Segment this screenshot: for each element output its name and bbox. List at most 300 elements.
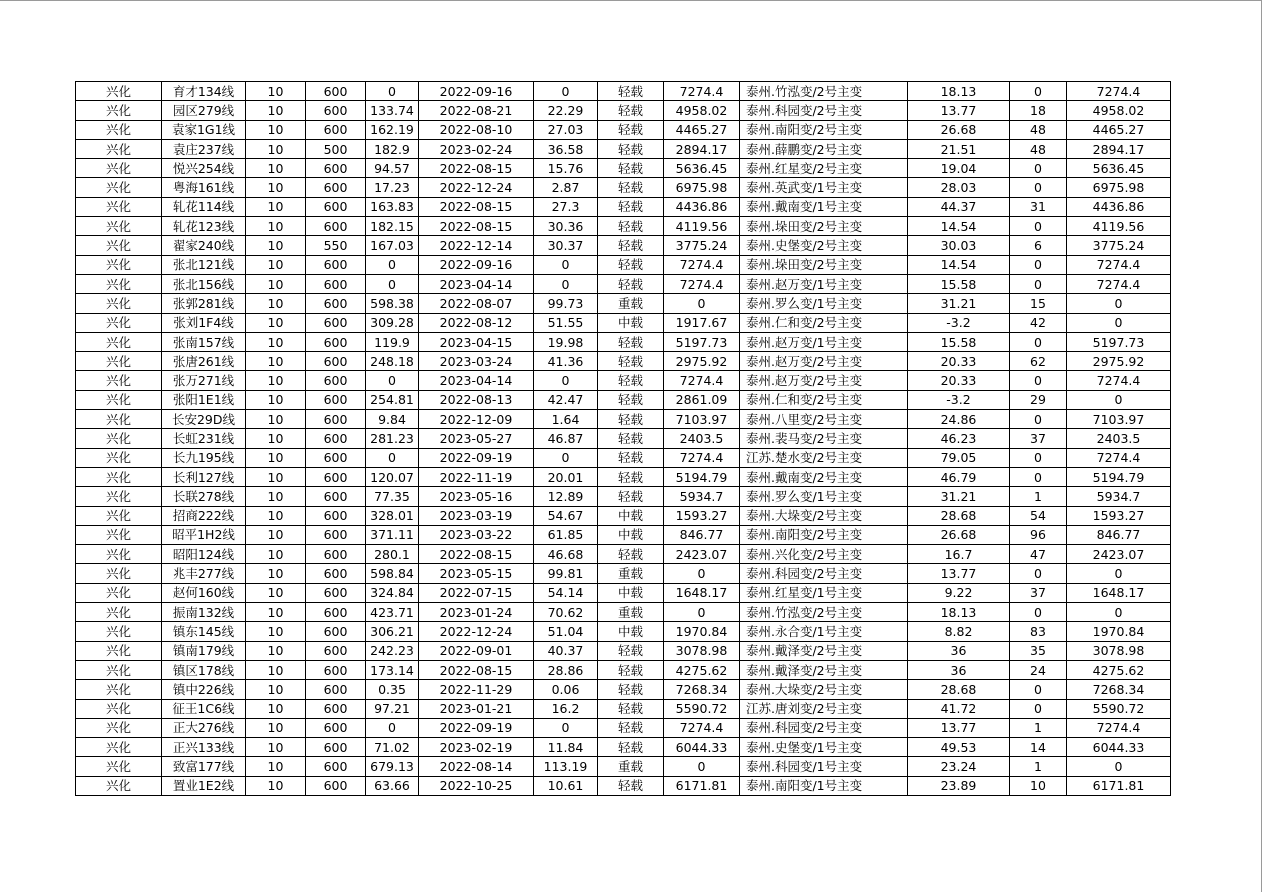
load-rate-cell: 30.36 [534,217,598,236]
load-status-cell: 轻载 [598,236,664,255]
table-row [76,622,1171,641]
current-cell: 371.11 [366,525,419,544]
current-cell: 182.15 [366,217,419,236]
line-name-cell: 长安29D线 [162,410,246,429]
voltage-cell: 10 [246,101,306,120]
date-cell: 2023-03-19 [419,506,534,525]
count-cell: 48 [1010,139,1067,158]
line-name-cell: 赵何160线 [162,583,246,602]
load-rate-cell: 46.68 [534,545,598,564]
count-cell: 47 [1010,545,1067,564]
current-cell: 328.01 [366,506,419,525]
table-row [76,757,1171,776]
region-cell: 兴化 [76,583,162,602]
available-capacity-cell: 5590.72 [664,699,740,718]
transformer-load-cell: 44.37 [908,197,1010,216]
region-cell: 兴化 [76,429,162,448]
load-status-cell: 轻载 [598,332,664,351]
load-rate-cell: 30.37 [534,236,598,255]
count-cell: 0 [1010,178,1067,197]
load-rate-cell: 19.98 [534,332,598,351]
remaining-capacity-cell: 5934.7 [1067,487,1171,506]
load-status-cell: 轻载 [598,82,664,101]
count-cell: 18 [1010,101,1067,120]
current-cell: 167.03 [366,236,419,255]
current-cell: 309.28 [366,313,419,332]
region-cell: 兴化 [76,622,162,641]
count-cell: 0 [1010,217,1067,236]
available-capacity-cell: 0 [664,564,740,583]
load-status-cell: 轻载 [598,352,664,371]
voltage-cell: 10 [246,525,306,544]
current-cell: 306.21 [366,622,419,641]
available-capacity-cell: 5934.7 [664,487,740,506]
transformer-cell: 泰州.科园变/2号主变 [740,101,908,120]
remaining-capacity-cell: 5197.73 [1067,332,1171,351]
remaining-capacity-cell: 5194.79 [1067,467,1171,486]
load-rate-cell: 99.73 [534,294,598,313]
table-row [76,660,1171,679]
table-row [76,120,1171,139]
transformer-load-cell: 18.13 [908,82,1010,101]
transformer-load-cell: 31.21 [908,487,1010,506]
capacity-cell: 600 [306,506,366,525]
count-cell: 24 [1010,660,1067,679]
remaining-capacity-cell: 4958.02 [1067,101,1171,120]
load-rate-cell: 0.06 [534,680,598,699]
count-cell: 0 [1010,699,1067,718]
count-cell: 83 [1010,622,1067,641]
load-rate-cell: 2.87 [534,178,598,197]
line-name-cell: 镇南179线 [162,641,246,660]
line-name-cell: 粤海161线 [162,178,246,197]
table-row [76,236,1171,255]
transformer-load-cell: 20.33 [908,371,1010,390]
transformer-load-cell: 46.79 [908,467,1010,486]
capacity-cell: 500 [306,139,366,158]
region-cell: 兴化 [76,178,162,197]
load-rate-cell: 99.81 [534,564,598,583]
current-cell: 97.21 [366,699,419,718]
region-cell: 兴化 [76,274,162,293]
page-border-top [0,0,1262,1]
available-capacity-cell: 2894.17 [664,139,740,158]
available-capacity-cell: 7274.4 [664,255,740,274]
available-capacity-cell: 5197.73 [664,332,740,351]
transformer-load-cell: 16.7 [908,545,1010,564]
load-status-cell: 轻载 [598,255,664,274]
table-row [76,448,1171,467]
capacity-cell: 600 [306,352,366,371]
region-cell: 兴化 [76,82,162,101]
transformer-cell: 泰州.竹泓变/2号主变 [740,603,908,622]
capacity-cell: 600 [306,699,366,718]
table-row [76,101,1171,120]
transformer-cell: 泰州.大垛变/2号主变 [740,506,908,525]
voltage-cell: 10 [246,429,306,448]
date-cell: 2023-05-16 [419,487,534,506]
table-row [76,217,1171,236]
date-cell: 2022-08-15 [419,159,534,178]
capacity-cell: 600 [306,429,366,448]
voltage-cell: 10 [246,120,306,139]
date-cell: 2022-08-21 [419,101,534,120]
voltage-cell: 10 [246,467,306,486]
available-capacity-cell: 6975.98 [664,178,740,197]
load-rate-cell: 113.19 [534,757,598,776]
current-cell: 182.9 [366,139,419,158]
voltage-cell: 10 [246,332,306,351]
line-name-cell: 张唐261线 [162,352,246,371]
line-name-cell: 张郭281线 [162,294,246,313]
voltage-cell: 10 [246,255,306,274]
capacity-cell: 600 [306,159,366,178]
remaining-capacity-cell: 0 [1067,294,1171,313]
load-rate-cell: 40.37 [534,641,598,660]
voltage-cell: 10 [246,622,306,641]
load-status-cell: 轻载 [598,217,664,236]
region-cell: 兴化 [76,217,162,236]
available-capacity-cell: 4958.02 [664,101,740,120]
load-status-cell: 轻载 [598,274,664,293]
line-name-cell: 张刘1F4线 [162,313,246,332]
load-rate-cell: 22.29 [534,101,598,120]
table-row [76,274,1171,293]
current-cell: 71.02 [366,738,419,757]
count-cell: 29 [1010,390,1067,409]
capacity-cell: 600 [306,680,366,699]
transformer-cell: 泰州.赵万变/1号主变 [740,332,908,351]
table-row [76,410,1171,429]
count-cell: 1 [1010,718,1067,737]
date-cell: 2022-12-24 [419,622,534,641]
region-cell: 兴化 [76,660,162,679]
transformer-cell: 泰州.南阳变/2号主变 [740,525,908,544]
remaining-capacity-cell: 7274.4 [1067,718,1171,737]
transformer-load-cell: 30.03 [908,236,1010,255]
line-name-cell: 昭阳124线 [162,545,246,564]
capacity-cell: 600 [306,371,366,390]
remaining-capacity-cell: 4275.62 [1067,660,1171,679]
line-name-cell: 悦兴254线 [162,159,246,178]
date-cell: 2022-12-14 [419,236,534,255]
load-status-cell: 轻载 [598,738,664,757]
count-cell: 42 [1010,313,1067,332]
date-cell: 2022-08-13 [419,390,534,409]
transformer-cell: 泰州.南阳变/2号主变 [740,120,908,139]
region-cell: 兴化 [76,313,162,332]
remaining-capacity-cell: 3775.24 [1067,236,1171,255]
available-capacity-cell: 1917.67 [664,313,740,332]
transformer-cell: 泰州.红星变/1号主变 [740,583,908,602]
transformer-cell: 泰州.南阳变/1号主变 [740,776,908,795]
available-capacity-cell: 5194.79 [664,467,740,486]
current-cell: 0 [366,718,419,737]
line-name-cell: 园区279线 [162,101,246,120]
transformer-load-cell: 24.86 [908,410,1010,429]
capacity-cell: 600 [306,82,366,101]
voltage-cell: 10 [246,410,306,429]
current-cell: 0.35 [366,680,419,699]
transformer-cell: 泰州.垛田变/2号主变 [740,255,908,274]
count-cell: 0 [1010,332,1067,351]
transformer-cell: 泰州.戴南变/2号主变 [740,467,908,486]
voltage-cell: 10 [246,236,306,255]
load-status-cell: 轻载 [598,178,664,197]
load-rate-cell: 0 [534,448,598,467]
capacity-cell: 600 [306,101,366,120]
voltage-cell: 10 [246,718,306,737]
capacity-cell: 600 [306,545,366,564]
transformer-cell: 泰州.赵万变/2号主变 [740,371,908,390]
remaining-capacity-cell: 5636.45 [1067,159,1171,178]
transformer-load-cell: 21.51 [908,139,1010,158]
load-rate-cell: 41.36 [534,352,598,371]
available-capacity-cell: 6044.33 [664,738,740,757]
current-cell: 162.19 [366,120,419,139]
voltage-cell: 10 [246,197,306,216]
region-cell: 兴化 [76,564,162,583]
line-name-cell: 正大276线 [162,718,246,737]
date-cell: 2023-02-24 [419,139,534,158]
transformer-cell: 泰州.戴南变/1号主变 [740,197,908,216]
transformer-load-cell: 28.68 [908,680,1010,699]
remaining-capacity-cell: 2894.17 [1067,139,1171,158]
current-cell: 280.1 [366,545,419,564]
line-name-cell: 轧花114线 [162,197,246,216]
date-cell: 2022-08-14 [419,757,534,776]
region-cell: 兴化 [76,371,162,390]
load-rate-cell: 0 [534,255,598,274]
count-cell: 1 [1010,487,1067,506]
region-cell: 兴化 [76,236,162,255]
count-cell: 0 [1010,564,1067,583]
current-cell: 242.23 [366,641,419,660]
current-cell: 0 [366,255,419,274]
date-cell: 2022-11-29 [419,680,534,699]
capacity-cell: 600 [306,197,366,216]
capacity-cell: 600 [306,738,366,757]
voltage-cell: 10 [246,178,306,197]
voltage-cell: 10 [246,274,306,293]
voltage-cell: 10 [246,487,306,506]
current-cell: 324.84 [366,583,419,602]
load-status-cell: 轻载 [598,718,664,737]
voltage-cell: 10 [246,294,306,313]
line-name-cell: 致富177线 [162,757,246,776]
line-name-cell: 长九195线 [162,448,246,467]
transformer-load-cell: 8.82 [908,622,1010,641]
voltage-cell: 10 [246,313,306,332]
capacity-cell: 600 [306,718,366,737]
table-row [76,699,1171,718]
table-body [76,82,1171,796]
count-cell: 0 [1010,410,1067,429]
region-cell: 兴化 [76,139,162,158]
available-capacity-cell: 846.77 [664,525,740,544]
transformer-load-cell: 20.33 [908,352,1010,371]
transformer-load-cell: 13.77 [908,564,1010,583]
available-capacity-cell: 2861.09 [664,390,740,409]
current-cell: 173.14 [366,660,419,679]
line-name-cell: 翟家240线 [162,236,246,255]
transformer-load-cell: 36 [908,641,1010,660]
region-cell: 兴化 [76,120,162,139]
current-cell: 281.23 [366,429,419,448]
date-cell: 2022-08-15 [419,660,534,679]
current-cell: 94.57 [366,159,419,178]
region-cell: 兴化 [76,738,162,757]
available-capacity-cell: 7274.4 [664,448,740,467]
line-name-cell: 张南157线 [162,332,246,351]
table-row [76,583,1171,602]
load-status-cell: 轻载 [598,197,664,216]
remaining-capacity-cell: 4119.56 [1067,217,1171,236]
table-row [76,294,1171,313]
load-status-cell: 轻载 [598,120,664,139]
line-name-cell: 长联278线 [162,487,246,506]
count-cell: 96 [1010,525,1067,544]
line-name-cell: 张阳1E1线 [162,390,246,409]
current-cell: 598.84 [366,564,419,583]
current-cell: 9.84 [366,410,419,429]
line-name-cell: 长利127线 [162,467,246,486]
current-cell: 133.74 [366,101,419,120]
transformer-load-cell: 26.68 [908,120,1010,139]
capacity-cell: 600 [306,757,366,776]
date-cell: 2022-09-16 [419,82,534,101]
region-cell: 兴化 [76,332,162,351]
region-cell: 兴化 [76,776,162,795]
table-row [76,352,1171,371]
count-cell: 0 [1010,448,1067,467]
line-name-cell: 袁庄237线 [162,139,246,158]
date-cell: 2022-11-19 [419,467,534,486]
count-cell: 37 [1010,583,1067,602]
region-cell: 兴化 [76,699,162,718]
region-cell: 兴化 [76,255,162,274]
remaining-capacity-cell: 0 [1067,757,1171,776]
remaining-capacity-cell: 7274.4 [1067,448,1171,467]
transformer-load-cell: 46.23 [908,429,1010,448]
transformer-cell: 泰州.科园变/2号主变 [740,564,908,583]
voltage-cell: 10 [246,641,306,660]
load-rate-cell: 51.55 [534,313,598,332]
date-cell: 2022-08-10 [419,120,534,139]
table-row [76,738,1171,757]
date-cell: 2022-08-15 [419,545,534,564]
load-rate-cell: 1.64 [534,410,598,429]
table-row [76,371,1171,390]
line-name-cell: 镇中226线 [162,680,246,699]
remaining-capacity-cell: 4436.86 [1067,197,1171,216]
transformer-cell: 江苏.楚水变/2号主变 [740,448,908,467]
remaining-capacity-cell: 7274.4 [1067,371,1171,390]
remaining-capacity-cell: 2423.07 [1067,545,1171,564]
transformer-cell: 泰州.英武变/1号主变 [740,178,908,197]
date-cell: 2022-08-15 [419,197,534,216]
region-cell: 兴化 [76,390,162,409]
capacity-cell: 600 [306,448,366,467]
transformer-load-cell: 31.21 [908,294,1010,313]
available-capacity-cell: 0 [664,294,740,313]
load-rate-cell: 28.86 [534,660,598,679]
table-row [76,564,1171,583]
load-rate-cell: 20.01 [534,467,598,486]
load-rate-cell: 54.14 [534,583,598,602]
line-name-cell: 镇区178线 [162,660,246,679]
load-status-cell: 中载 [598,525,664,544]
region-cell: 兴化 [76,467,162,486]
available-capacity-cell: 4436.86 [664,197,740,216]
available-capacity-cell: 1593.27 [664,506,740,525]
capacity-cell: 600 [306,255,366,274]
remaining-capacity-cell: 1970.84 [1067,622,1171,641]
load-status-cell: 中载 [598,583,664,602]
transformer-cell: 江苏.唐刘变/2号主变 [740,699,908,718]
current-cell: 0 [366,82,419,101]
capacity-cell: 600 [306,332,366,351]
load-status-cell: 轻载 [598,680,664,699]
table-row [76,82,1171,101]
table-row [76,390,1171,409]
table-row [76,487,1171,506]
remaining-capacity-cell: 6171.81 [1067,776,1171,795]
load-rate-cell: 0 [534,718,598,737]
available-capacity-cell: 2423.07 [664,545,740,564]
table-row [76,139,1171,158]
load-status-cell: 轻载 [598,101,664,120]
count-cell: 0 [1010,159,1067,178]
transformer-cell: 泰州.永合变/1号主变 [740,622,908,641]
transformer-cell: 泰州.罗么变/1号主变 [740,294,908,313]
available-capacity-cell: 7274.4 [664,718,740,737]
load-status-cell: 轻载 [598,545,664,564]
voltage-cell: 10 [246,776,306,795]
date-cell: 2023-05-27 [419,429,534,448]
available-capacity-cell: 2975.92 [664,352,740,371]
voltage-cell: 10 [246,603,306,622]
transformer-cell: 泰州.史堡变/1号主变 [740,738,908,757]
line-name-cell: 征王1C6线 [162,699,246,718]
region-cell: 兴化 [76,757,162,776]
transformer-cell: 泰州.戴泽变/2号主变 [740,660,908,679]
table-row [76,255,1171,274]
remaining-capacity-cell: 0 [1067,390,1171,409]
date-cell: 2022-12-24 [419,178,534,197]
capacity-cell: 550 [306,236,366,255]
transformer-cell: 泰州.赵万变/1号主变 [740,274,908,293]
transformer-load-cell: 79.05 [908,448,1010,467]
load-status-cell: 轻载 [598,448,664,467]
current-cell: 17.23 [366,178,419,197]
remaining-capacity-cell: 0 [1067,564,1171,583]
current-cell: 679.13 [366,757,419,776]
count-cell: 37 [1010,429,1067,448]
transformer-load-cell: 36 [908,660,1010,679]
line-name-cell: 张北121线 [162,255,246,274]
load-status-cell: 中载 [598,313,664,332]
transformer-cell: 泰州.科园变/2号主变 [740,718,908,737]
capacity-cell: 600 [306,313,366,332]
transformer-cell: 泰州.大垛变/2号主变 [740,680,908,699]
capacity-cell: 600 [306,622,366,641]
current-cell: 119.9 [366,332,419,351]
voltage-cell: 10 [246,448,306,467]
transformer-cell: 泰州.仁和变/2号主变 [740,390,908,409]
voltage-cell: 10 [246,738,306,757]
capacity-cell: 600 [306,660,366,679]
